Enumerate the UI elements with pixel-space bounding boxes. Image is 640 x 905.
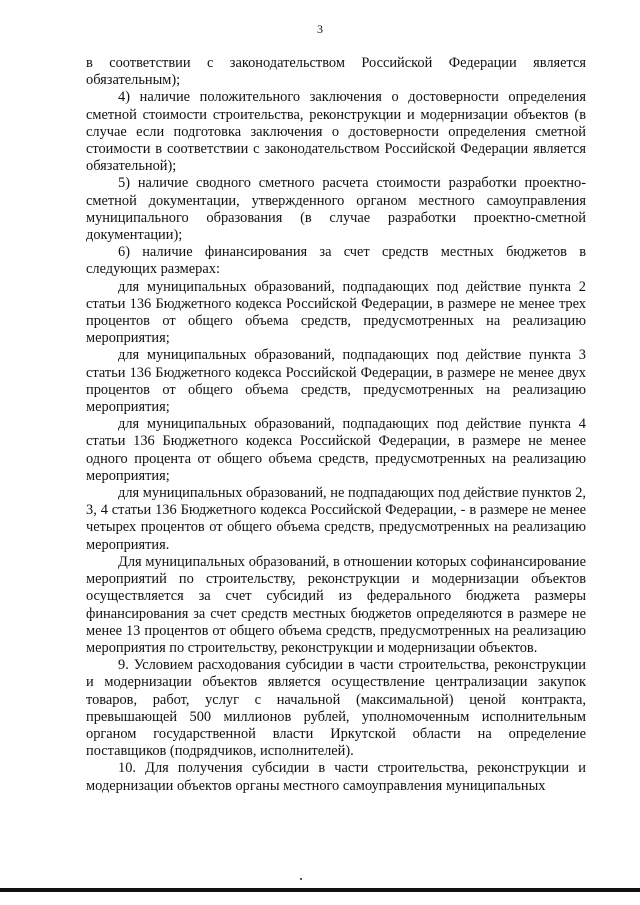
paragraph-section-10: 10. Для получения субсидии в части строительства, реконструкции и модернизации объектов органы местного самоуправления муниципальных bbox=[86, 760, 586, 794]
paragraph-section-9: 9. Условием расходования субсидии в части строительства, реконструкции и модернизации объектов является осуществление централизации закупок товаров, работ, услуг с начальной (максимальной) ценой контракта, превышающей 500 миллионов рублей, уполномоченным исполнительным органом государственной власти Иркутской области на определение поставщиков (подрядчиков, исполнителей). bbox=[86, 657, 586, 760]
paragraph-item-6-point-2: для муниципальных образований, подпадающих под действие пункта 2 статьи 136 Бюджетного кодекса Российской Федерации, в размере не менее трех процентов от общего объема средств, предусмотренных на реализацию мероприятия; bbox=[86, 278, 586, 347]
paragraph-item-6: 6) наличие финансирования за счет средств местных бюджетов в следующих размерах: bbox=[86, 244, 586, 278]
paragraph-item-6-other: для муниципальных образований, не подпадающих под действие пунктов 2, 3, 4 статьи 136 Бюджетного кодекса Российской Федерации, - в размере не менее четырех процентов от общего объема средств, предусмотренных на реализацию мероприятия. bbox=[86, 485, 586, 553]
scan-speck bbox=[300, 878, 302, 880]
page-number: 3 bbox=[317, 22, 323, 36]
paragraph-item-4: 4) наличие положительного заключения о достоверности определения сметной стоимости строительства, реконструкции и модернизации объектов (в случае если подготовка заключения о достоверности определения сметной стоимости в соответствии с законодательством Российской Федерации является обязательной); bbox=[86, 89, 586, 175]
paragraph-item-6-point-3: для муниципальных образований, подпадающих под действие пункта 3 статьи 136 Бюджетного кодекса Российской Федерации, в размере не менее двух процентов от общего объема средств, предусмотренных на реализацию мероприятия; bbox=[86, 347, 586, 416]
paragraph-continuation: в соответствии с законодательством Российской Федерации является обязательным); bbox=[86, 55, 586, 89]
document-body bbox=[86, 55, 586, 795]
paragraph-federal-cofinancing: Для муниципальных образований, в отношении которых софинансирование мероприятий по строительству, реконструкции и модернизации объектов осуществляется за счет субсидий из федерального бюджета размеры финансирования за счет средств местных бюджетов определяются в размере не менее 13 процентов от общего объема средств, предусмотренных на реализацию мероприятия по строительству, реконструкции и модернизации объектов. bbox=[86, 553, 586, 656]
paragraph-item-5: 5) наличие сводного сметного расчета стоимости разработки проектно-сметной документации, утвержденного органом местного самоуправления муниципального образования (в случае разработки проектно-сметной документации); bbox=[86, 175, 586, 244]
bottom-rule bbox=[0, 888, 640, 892]
paragraph-item-6-point-4: для муниципальных образований, подпадающих под действие пункта 4 статьи 136 Бюджетного кодекса Российской Федерации, в размере не менее одного процента от общего объема средств, предусмотренных на реализацию мероприятия; bbox=[86, 416, 586, 484]
